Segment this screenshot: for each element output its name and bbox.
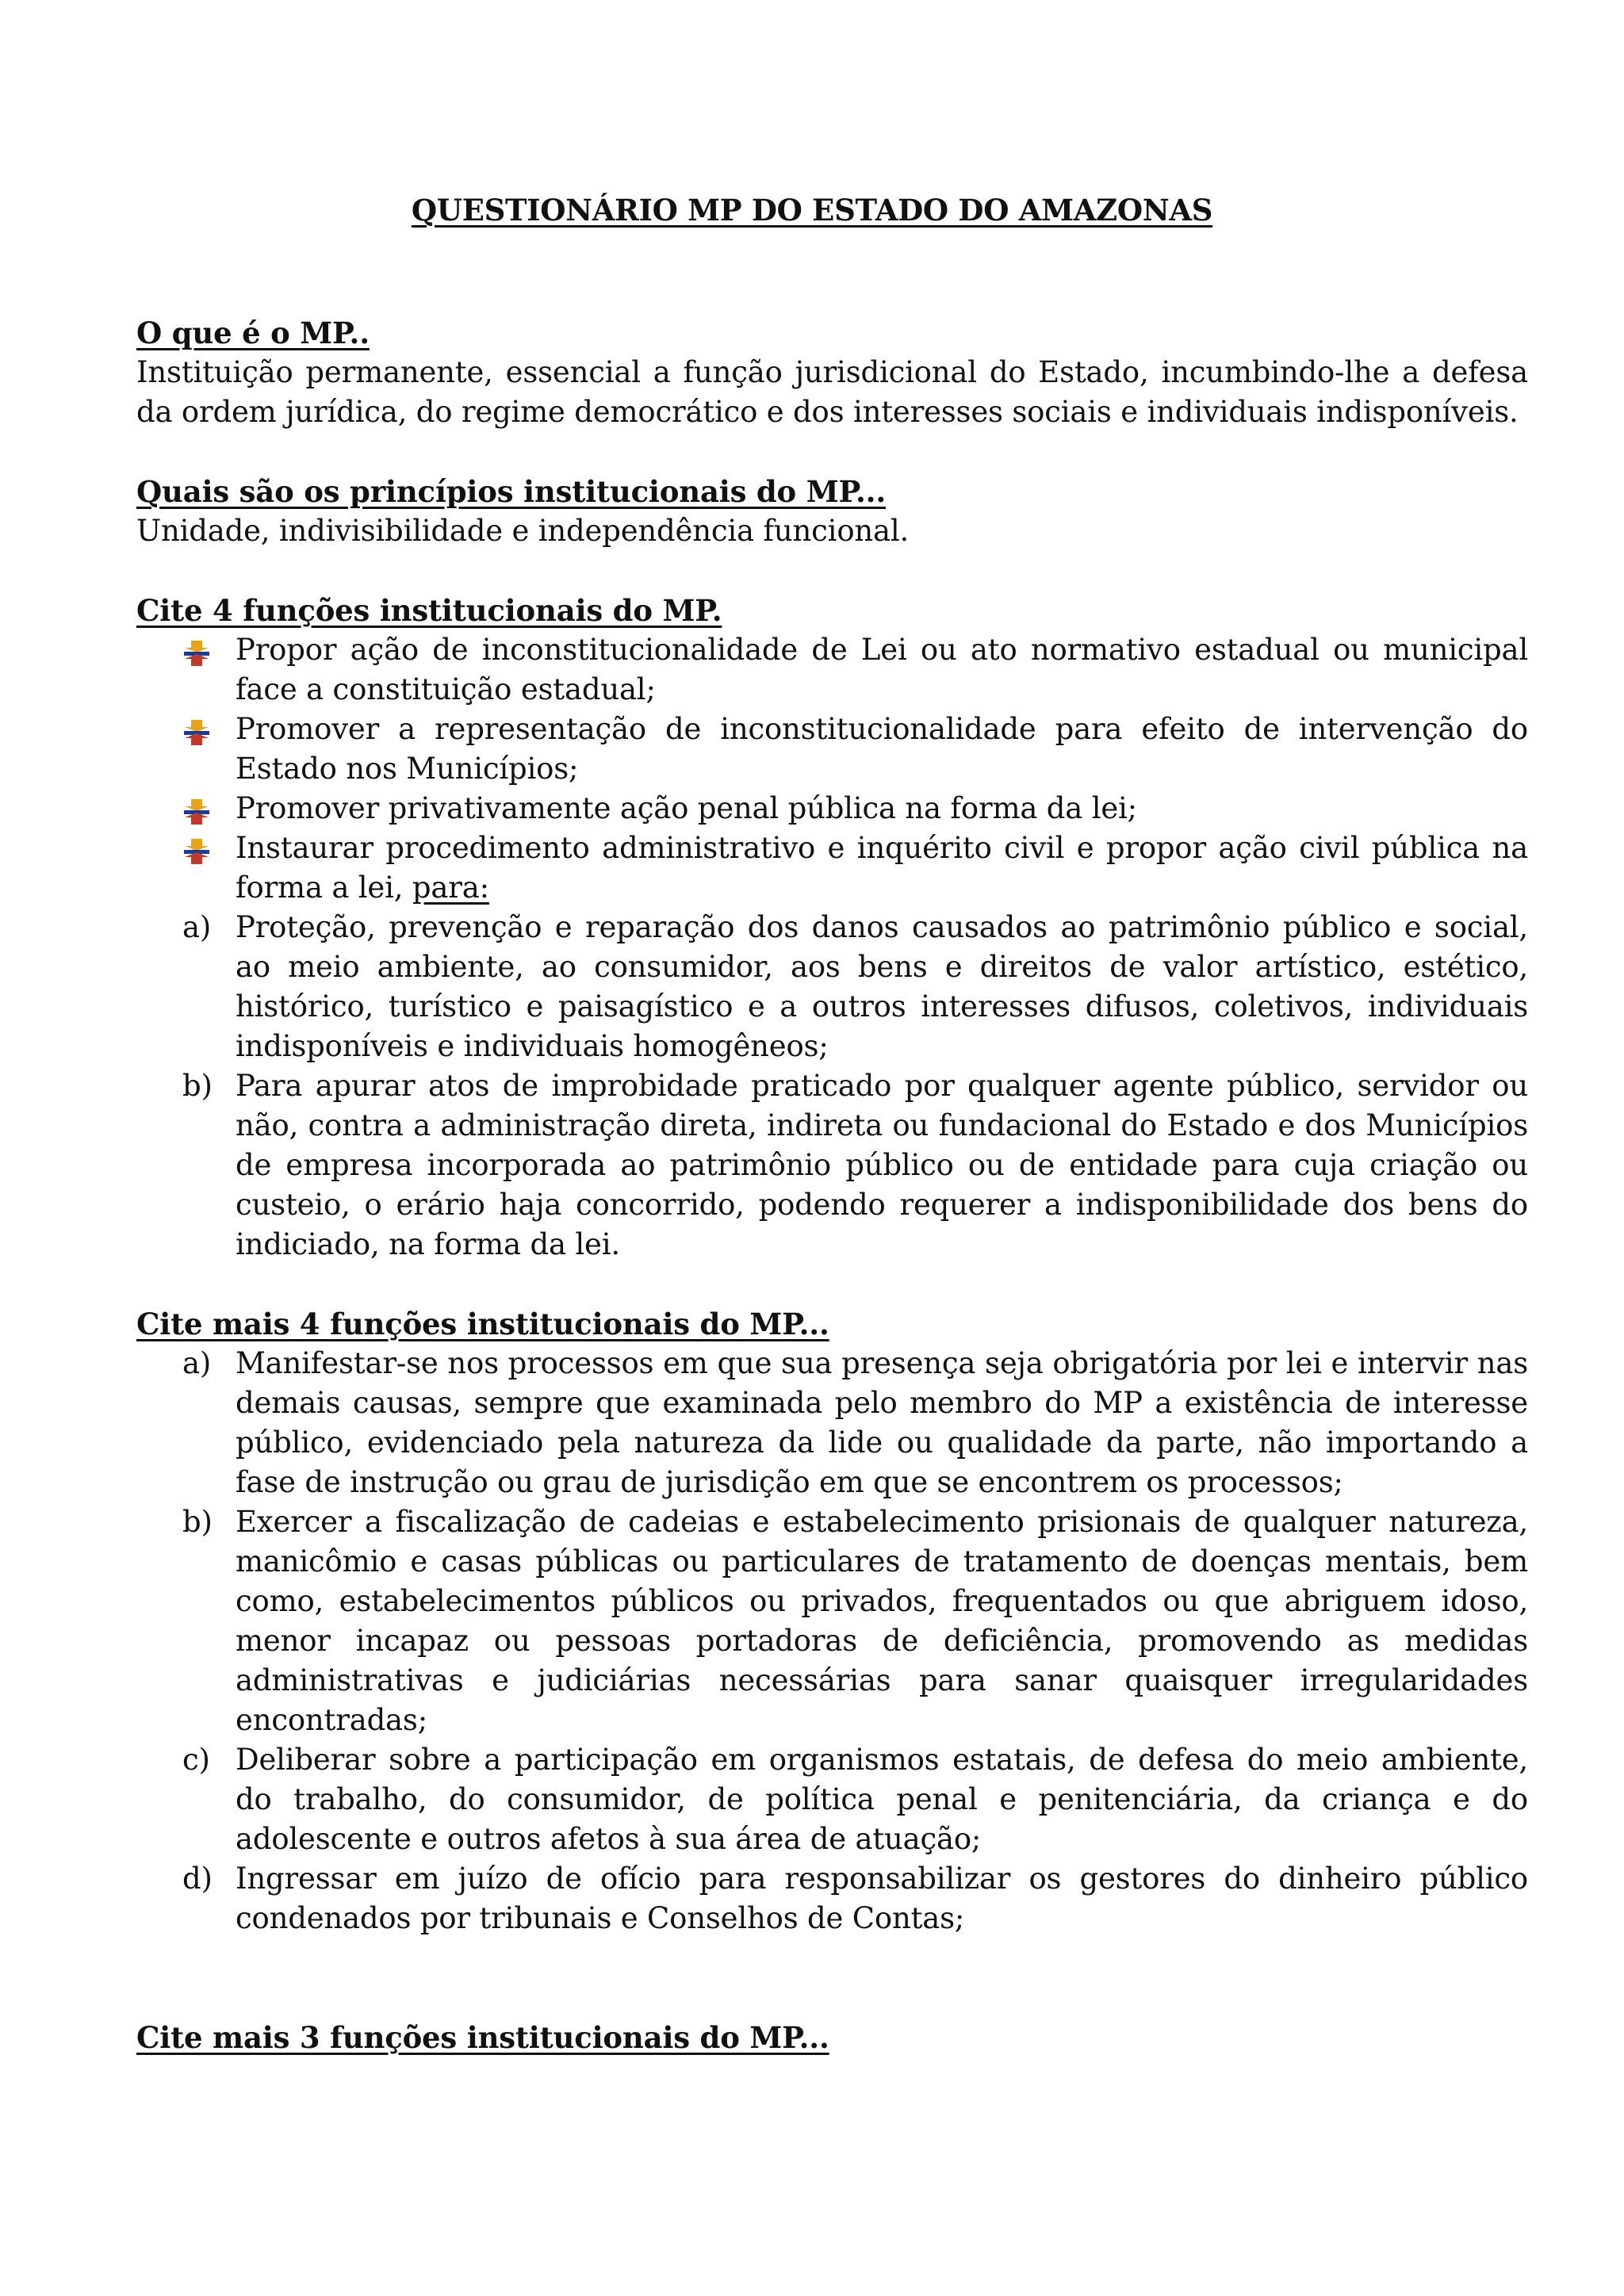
answer-paragraph: Instituição permanente, essencial a função jurisdicional do Estado, incumbindo-lhe a defesa da ordem jurídica, do regime democrático e dos interesses sociais e individuais indisponíveis. xyxy=(136,355,1528,429)
bullet-text: Instaurar procedimento administrativo e inquérito civil e propor ação civil pública na forma a lei, xyxy=(236,831,1528,905)
bullet-text: Promover a representação de inconstitucionalidade para efeito de intervenção do Estado nos Municípios; xyxy=(236,712,1528,786)
colored-plus-arrow-bullet-icon xyxy=(182,836,211,863)
item-letter: c) xyxy=(182,1743,210,1777)
item-text: Para apurar atos de improbidade praticado por qualquer agente público, servidor ou não, contra a administração direta, indireta ou fundacional do Estado e dos Municípios de empresa incorporada ao patrimônio público ou de entidade para cuja criação ou custeio, o erário haja concorrido, podendo requerer a indisponibilidade dos bens do indiciado, na forma da lei. xyxy=(236,1069,1528,1261)
question-heading: Cite mais 3 funções institucionais do MP... xyxy=(136,2020,829,2055)
colored-plus-arrow-bullet-icon xyxy=(182,717,211,744)
list-item xyxy=(136,630,1528,710)
question-heading: Quais são os princípios institucionais do MP... xyxy=(136,474,887,509)
question-heading: O que é o MP.. xyxy=(136,316,370,350)
list-item xyxy=(136,908,1528,1066)
list-item xyxy=(136,828,1528,908)
item-letter: b) xyxy=(182,1069,213,1103)
list-item xyxy=(136,1344,1528,1502)
item-letter: a) xyxy=(182,1346,212,1380)
list-item xyxy=(136,1502,1528,1740)
item-letter: b) xyxy=(182,1505,213,1539)
question-heading: Cite mais 4 funções institucionais do MP... xyxy=(136,1307,829,1341)
item-text: Proteção, prevenção e reparação dos danos causados ao patrimônio público e social, ao meio ambiente, ao consumidor, aos bens e direitos de valor artístico, estético, histórico, turístico e paisagístico e a outros interesses difusos, coletivos, individuais indisponíveis e individuais homogêneos; xyxy=(236,910,1528,1063)
list-item xyxy=(136,1066,1528,1265)
underlined-word: para: xyxy=(412,871,489,905)
document-content xyxy=(136,313,1528,2057)
item-text: Exercer a fiscalização de cadeias e estabelecimento prisionais de qualquer natureza, manicômio e casas públicas ou particulares de tratamento de doenças mentais, bem como, estabelecimentos públicos ou privados, frequentados ou que abriguem idoso, menor incapaz ou pessoas portadoras de deficiência, promovendo as medidas administrativas e judiciárias necessárias para sanar quaisquer irregularidades encontradas; xyxy=(236,1505,1528,1737)
question-heading: Cite 4 funções institucionais do MP. xyxy=(136,593,722,628)
colored-plus-arrow-bullet-icon xyxy=(182,796,211,823)
item-text: Manifestar-se nos processos em que sua presença seja obrigatória por lei e intervir nas demais causas, sempre que examinada pelo membro do MP a existência de interesse público, evidenciado pela natureza da lide ou qualidade da parte, não importando a fase de instrução ou grau de jurisdição em que se encontrem os processos; xyxy=(236,1346,1528,1499)
bullet-text: Propor ação de inconstitucionalidade de Lei ou ato normativo estadual ou municipal face a constituição estadual; xyxy=(236,633,1528,706)
answer-paragraph: Unidade, indivisibilidade e independência funcional. xyxy=(136,514,910,548)
list-item xyxy=(136,789,1528,828)
item-text: Deliberar sobre a participação em organismos estatais, de defesa do meio ambiente, do trabalho, do consumidor, de política penal e penitenciária, da criança e do adolescente e outros afetos à sua área de atuação; xyxy=(236,1743,1528,1856)
list-item xyxy=(136,1740,1528,1859)
item-letter: d) xyxy=(182,1862,213,1896)
bullet-list xyxy=(136,630,1528,1265)
list-item xyxy=(136,1859,1528,1938)
item-letter: a) xyxy=(182,910,212,944)
item-text: Ingressar em juízo de ofício para responsabilizar os gestores do dinheiro público condenados por tribunais e Conselhos de Contas; xyxy=(236,1862,1528,1935)
lettered-list xyxy=(136,1344,1528,1938)
bullet-text: Promover privativamente ação penal pública na forma da lei; xyxy=(236,791,1137,825)
list-item xyxy=(136,710,1528,789)
colored-plus-arrow-bullet-icon xyxy=(182,637,211,664)
document-title: QUESTIONÁRIO MP DO ESTADO DO AMAZONAS xyxy=(411,193,1213,228)
